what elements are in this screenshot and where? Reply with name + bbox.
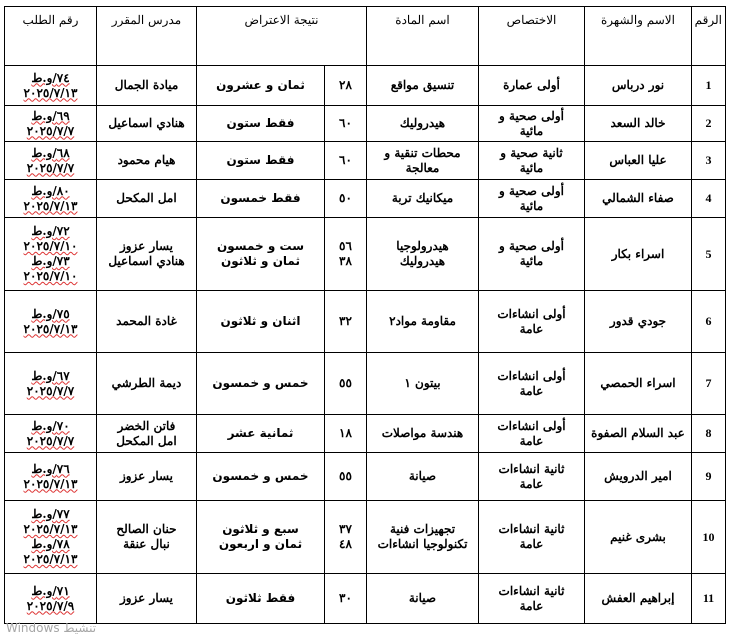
request-number: [5, 66, 97, 106]
course-teacher-line: امل المكحل: [116, 191, 177, 205]
request-date-text: ٢٠٢٥/٧/١٣: [23, 552, 78, 566]
subject-name-line: هيدروليك: [399, 254, 446, 268]
grade-words-line: سبع و ثلاثون: [222, 522, 299, 536]
course-teacher: [97, 453, 197, 501]
request-date: [8, 239, 93, 254]
request-date-text: ٢٠٢٥/٧/٧: [26, 433, 75, 448]
grade-number: [325, 453, 367, 501]
grade-words: [197, 291, 325, 353]
request-code-text: ٨٠/و.ط: [31, 183, 70, 198]
grade-words-line: فقط ستون: [226, 116, 295, 130]
request-code: [8, 71, 93, 86]
course-teacher: [97, 142, 197, 180]
specialization: [479, 106, 585, 142]
grade-number-line: ٢٨: [339, 78, 352, 92]
request-date-text: ٢٠٢٥/٧/٧: [26, 383, 75, 398]
request-date: [8, 477, 93, 492]
row-number: 8: [692, 415, 726, 453]
grade-words: [197, 501, 325, 574]
request-date-text: ٢٠٢٥/٧/١٠: [23, 239, 78, 253]
student-name: صفاء الشمالي: [585, 180, 692, 218]
course-teacher: [97, 501, 197, 574]
course-teacher: [97, 574, 197, 624]
student-name: اسراء بكار: [585, 218, 692, 291]
request-date-text: ٢٠٢٥/٧/١٣: [23, 321, 78, 336]
grade-number-line: ١٨: [339, 426, 352, 440]
student-name: إبراهيم العفش: [585, 574, 692, 624]
course-teacher-line: ميادة الجمال: [114, 78, 179, 92]
specialization-line: ثانية انشاءات: [498, 583, 565, 598]
request-date-text: ٢٠٢٥/٧/١٣: [23, 522, 78, 536]
grade-number: [325, 574, 367, 624]
request-number: [5, 180, 97, 218]
request-number: [5, 218, 97, 291]
grade-words: [197, 218, 325, 291]
course-teacher-line: هنادي اسماعيل: [108, 116, 185, 130]
course-teacher-line: ديمة الطرشي: [111, 376, 182, 390]
specialization: [479, 574, 585, 624]
student-name: عليا العباس: [585, 142, 692, 180]
subject-name: [367, 66, 479, 106]
course-teacher-line: يسار عزوز: [119, 239, 174, 253]
request-number: [5, 142, 97, 180]
request-date: [8, 599, 93, 614]
request-date-text: ٢٠٢٥/٧/١٠: [23, 269, 78, 283]
windows-activation-watermark: تنشيط Windows: [6, 621, 97, 635]
request-code: [8, 537, 93, 552]
specialization: [479, 180, 585, 218]
request-code: [8, 584, 93, 599]
grade-words-line: اثنان و ثلاثون: [220, 314, 301, 328]
grade-number-line: ٤٨: [339, 537, 352, 551]
course-teacher: [97, 106, 197, 142]
header-name: الاسم والشهرة: [585, 7, 692, 66]
specialization: [479, 501, 585, 574]
specialization: [479, 66, 585, 106]
objection-results-table: [4, 6, 726, 624]
specialization-line: ثانية انشاءات: [498, 522, 565, 536]
request-date: [8, 552, 93, 567]
specialization-line: أولى عمارة: [503, 78, 560, 92]
subject-name-line: ميكانيك تربة: [391, 191, 454, 205]
request-code: [8, 109, 93, 124]
student-name: عبد السلام الصفوة: [585, 415, 692, 453]
grade-words: [197, 415, 325, 453]
course-teacher-line: امل المكحل: [116, 433, 177, 448]
grade-number: [325, 218, 367, 291]
grade-number-line: ٥٠: [339, 191, 352, 205]
request-number: [5, 353, 97, 415]
request-code-text: ٧٥/و.ط: [31, 306, 70, 321]
request-date: [8, 199, 93, 214]
grade-number-line: ٣٠: [339, 591, 352, 605]
request-date-text: ٢٠٢٥/٧/٩: [26, 598, 75, 613]
request-date: [8, 269, 93, 284]
grade-words-line: ست و خمسون: [217, 239, 304, 253]
table-row: [5, 180, 726, 218]
specialization: [479, 291, 585, 353]
row-number: 10: [692, 501, 726, 574]
course-teacher-line: نبال عنقة: [123, 537, 170, 551]
grade-words: [197, 142, 325, 180]
table-row: [5, 66, 726, 106]
specialization-line: ثانية صحية و: [500, 145, 563, 160]
subject-name-line: معالجة: [405, 160, 440, 175]
grade-words: [197, 353, 325, 415]
request-code-text: ٦٧/و.ط: [31, 368, 70, 383]
specialization-line: عامة: [519, 598, 544, 613]
grade-words: [197, 574, 325, 624]
row-number: 7: [692, 353, 726, 415]
grade-words-line: فقط ستون: [226, 153, 295, 167]
request-number: [5, 106, 97, 142]
course-teacher: [97, 353, 197, 415]
request-date: [8, 384, 93, 399]
specialization: [479, 353, 585, 415]
table-row: [5, 142, 726, 180]
specialization-line: مائية: [519, 160, 544, 175]
row-number: 5: [692, 218, 726, 291]
request-date: [8, 434, 93, 449]
course-teacher-line: حنان الصالح: [116, 522, 177, 536]
request-code-text: ٦٨/و.ط: [31, 145, 70, 160]
grade-number-line: ٦٠: [339, 153, 352, 167]
grade-number: [325, 180, 367, 218]
row-number: 6: [692, 291, 726, 353]
subject-name: [367, 180, 479, 218]
subject-name: [367, 353, 479, 415]
course-teacher: [97, 66, 197, 106]
subject-name-line: صيانة: [408, 591, 437, 605]
request-date: [8, 86, 93, 101]
request-code: [8, 254, 93, 269]
request-code-text: ٧١/و.ط: [31, 583, 70, 598]
specialization-line: أولى انشاءات: [497, 306, 566, 321]
grade-words-line: ثمانية عشر: [227, 426, 294, 440]
request-number: [5, 415, 97, 453]
specialization-line: ثانية انشاءات: [498, 461, 565, 476]
specialization: [479, 142, 585, 180]
header-teacher: مدرس المقرر: [97, 7, 197, 66]
grade-words-line: ثمان و اربعون: [218, 537, 303, 551]
student-name: بشرى غنيم: [585, 501, 692, 574]
table-row: [5, 453, 726, 501]
table-row: [5, 218, 726, 291]
subject-name-line: صيانة: [408, 469, 437, 483]
request-code-text: ٧٤/و.ط: [31, 70, 70, 85]
request-code: [8, 307, 93, 322]
subject-name: [367, 218, 479, 291]
request-date-text: ٢٠٢٥/٧/١٣: [23, 85, 78, 100]
request-date: [8, 161, 93, 176]
specialization-line: أولى انشاءات: [497, 368, 566, 383]
specialization-line: مائية: [519, 254, 544, 268]
table-row: [5, 291, 726, 353]
table-row: [5, 574, 726, 624]
subject-name: [367, 501, 479, 574]
header-request: رقم الطلب: [5, 7, 97, 66]
specialization-line: أولى صحية و: [499, 108, 564, 123]
header-spec: الاختصاص: [479, 7, 585, 66]
header-result: نتيجة الاعتراض: [197, 7, 367, 66]
subject-name: [367, 106, 479, 142]
subject-name-line: هيدروليك: [399, 116, 446, 130]
subject-name-line: مقاومة مواد٢: [389, 314, 456, 328]
grade-number: [325, 353, 367, 415]
request-code: [8, 462, 93, 477]
table-row: [5, 106, 726, 142]
grade-number-line: ٣٨: [339, 254, 352, 268]
grade-words: [197, 66, 325, 106]
request-date-text: ٢٠٢٥/٧/١٣: [23, 198, 78, 213]
request-date-text: ٢٠٢٥/٧/١٣: [23, 476, 78, 491]
request-code-text: ٧٧/و.ط: [31, 507, 70, 521]
specialization: [479, 453, 585, 501]
grade-number-line: ٥٥: [339, 376, 352, 390]
subject-name-line: هيدرولوجيا: [396, 239, 449, 253]
grade-words-line: خمس و خمسون: [212, 376, 309, 390]
request-date: [8, 322, 93, 337]
course-teacher: [97, 218, 197, 291]
subject-name-line: تجهيزات فنية: [389, 522, 456, 536]
specialization-line: عامة: [519, 321, 544, 336]
course-teacher: [97, 291, 197, 353]
row-number: 2: [692, 106, 726, 142]
request-number: [5, 453, 97, 501]
request-code-text: ٧٠/و.ط: [31, 418, 70, 433]
subject-name: [367, 574, 479, 624]
header-row: [5, 7, 726, 66]
grade-number: [325, 142, 367, 180]
table-row: [5, 353, 726, 415]
grade-number-line: ٦٠: [339, 116, 352, 130]
course-teacher-line: غادة المحمد: [116, 314, 177, 328]
header-num: الرقم: [692, 7, 726, 66]
specialization: [479, 415, 585, 453]
specialization: [479, 218, 585, 291]
subject-name-line: محطات تنقية و: [384, 145, 461, 160]
grade-number: [325, 415, 367, 453]
request-code-text: ٧٦/و.ط: [31, 461, 70, 476]
request-code: [8, 184, 93, 199]
grade-words-line: فقط ثلاثون: [225, 591, 296, 605]
grade-words: [197, 180, 325, 218]
request-number: [5, 501, 97, 574]
request-code-text: ٧٢/و.ط: [31, 224, 70, 238]
grade-number: [325, 501, 367, 574]
grade-number-line: ٥٦: [339, 239, 352, 253]
student-name: جودي قدور: [585, 291, 692, 353]
request-date-text: ٢٠٢٥/٧/٧: [26, 160, 75, 175]
grade-words-line: خمس و خمسون: [212, 469, 309, 483]
subject-name-line: هندسة مواصلات: [381, 426, 464, 440]
student-name: اسراء الحمصي: [585, 353, 692, 415]
course-teacher: [97, 415, 197, 453]
row-number: 11: [692, 574, 726, 624]
course-teacher-line: يسار عزوز: [119, 591, 174, 605]
row-number: 1: [692, 66, 726, 106]
course-teacher: [97, 180, 197, 218]
specialization-line: أولى صحية و: [499, 239, 564, 253]
grade-words-line: ثمان و ثلاثون: [220, 254, 300, 268]
row-number: 9: [692, 453, 726, 501]
request-code: [8, 419, 93, 434]
subject-name-line: بيتون ١: [404, 376, 441, 390]
student-name: امير الدرويش: [585, 453, 692, 501]
grade-number-line: ٣٢: [339, 314, 352, 328]
grade-number: [325, 106, 367, 142]
request-number: [5, 574, 97, 624]
grade-words: [197, 453, 325, 501]
row-number: 3: [692, 142, 726, 180]
request-code: [8, 507, 93, 522]
specialization-line: مائية: [519, 198, 544, 213]
subject-name: [367, 415, 479, 453]
specialization-line: عامة: [519, 433, 544, 448]
header-subject: اسم المادة: [367, 7, 479, 66]
specialization-line: عامة: [519, 476, 544, 491]
specialization-line: أولى صحية و: [499, 183, 564, 198]
student-name: خالد السعد: [585, 106, 692, 142]
grade-words-line: فقط خمسون: [220, 191, 301, 205]
request-date-text: ٢٠٢٥/٧/٧: [26, 123, 75, 138]
grade-number-line: ٣٧: [339, 522, 352, 536]
course-teacher-line: هنادي اسماعيل: [108, 254, 185, 268]
course-teacher-line: هيام محمود: [117, 153, 176, 167]
specialization-line: عامة: [519, 383, 544, 398]
grade-number: [325, 66, 367, 106]
row-number: 4: [692, 180, 726, 218]
student-name: نور درباس: [585, 66, 692, 106]
grade-number: [325, 291, 367, 353]
grade-words-line: ثمان و عشرون: [216, 78, 305, 92]
subject-name-line: تنسيق مواقع: [390, 78, 455, 92]
subject-name: [367, 142, 479, 180]
subject-name: [367, 453, 479, 501]
course-teacher-line: فاتن الخضر: [117, 418, 176, 433]
request-number: [5, 291, 97, 353]
specialization-line: عامة: [519, 537, 544, 551]
subject-name-line: تكنولوجيا انشاءات: [377, 537, 468, 551]
request-code-text: ٧٣/و.ط: [31, 254, 70, 268]
grade-words: [197, 106, 325, 142]
request-date: [8, 522, 93, 537]
request-code: [8, 224, 93, 239]
course-teacher-line: يسار عزوز: [119, 469, 174, 483]
request-code: [8, 146, 93, 161]
specialization-line: أولى انشاءات: [497, 418, 566, 433]
request-code: [8, 369, 93, 384]
table-row: [5, 501, 726, 574]
request-date: [8, 124, 93, 139]
subject-name: [367, 291, 479, 353]
grade-number-line: ٥٥: [339, 469, 352, 483]
table-row: [5, 415, 726, 453]
specialization-line: مائية: [519, 123, 544, 138]
request-code-text: ٦٩/و.ط: [31, 108, 70, 123]
request-code-text: ٧٨/و.ط: [31, 537, 70, 551]
